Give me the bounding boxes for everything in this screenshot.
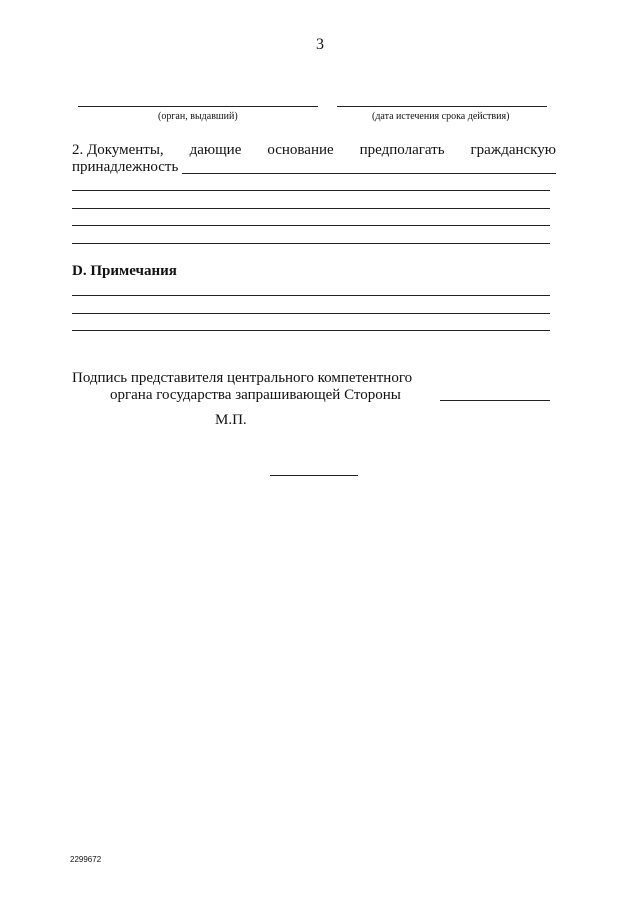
- signature-line: [440, 400, 550, 401]
- notes-fill-line: [72, 330, 550, 331]
- authority-caption: (орган, выдавший): [158, 111, 238, 122]
- section-2-word: 2. Документы,: [72, 142, 164, 158]
- notes-fill-line: [72, 295, 550, 296]
- section-2-word: основание: [267, 142, 334, 158]
- section-2-fill-line: [72, 243, 550, 244]
- section-2-inline-line: [182, 173, 556, 174]
- end-of-form-rule: [270, 475, 358, 476]
- expiry-caption: (дата истечения срока действия): [372, 111, 510, 122]
- notes-fill-line: [72, 313, 550, 314]
- section-2-fill-line: [72, 208, 550, 209]
- document-id: 2299672: [70, 855, 102, 864]
- section-2-word: предполагать: [359, 142, 445, 158]
- stamp-label: М.П.: [215, 412, 247, 428]
- section-2-word: дающие: [189, 142, 242, 158]
- expiry-line: [337, 106, 547, 107]
- section-2-continuation: принадлежность: [72, 159, 179, 175]
- signature-label-line-1: Подпись представителя центрального компетентного: [72, 370, 413, 386]
- section-2-fill-line: [72, 190, 550, 191]
- section-2-word: гражданскую: [470, 142, 556, 158]
- section-d-heading: D. Примечания: [72, 263, 177, 279]
- section-2-fill-line: [72, 225, 550, 226]
- authority-line: [78, 106, 318, 107]
- signature-label-line-2: органа государства запрашивающей Стороны: [110, 387, 401, 403]
- section-2-first-line: [72, 142, 556, 159]
- page-number: 3: [316, 36, 324, 53]
